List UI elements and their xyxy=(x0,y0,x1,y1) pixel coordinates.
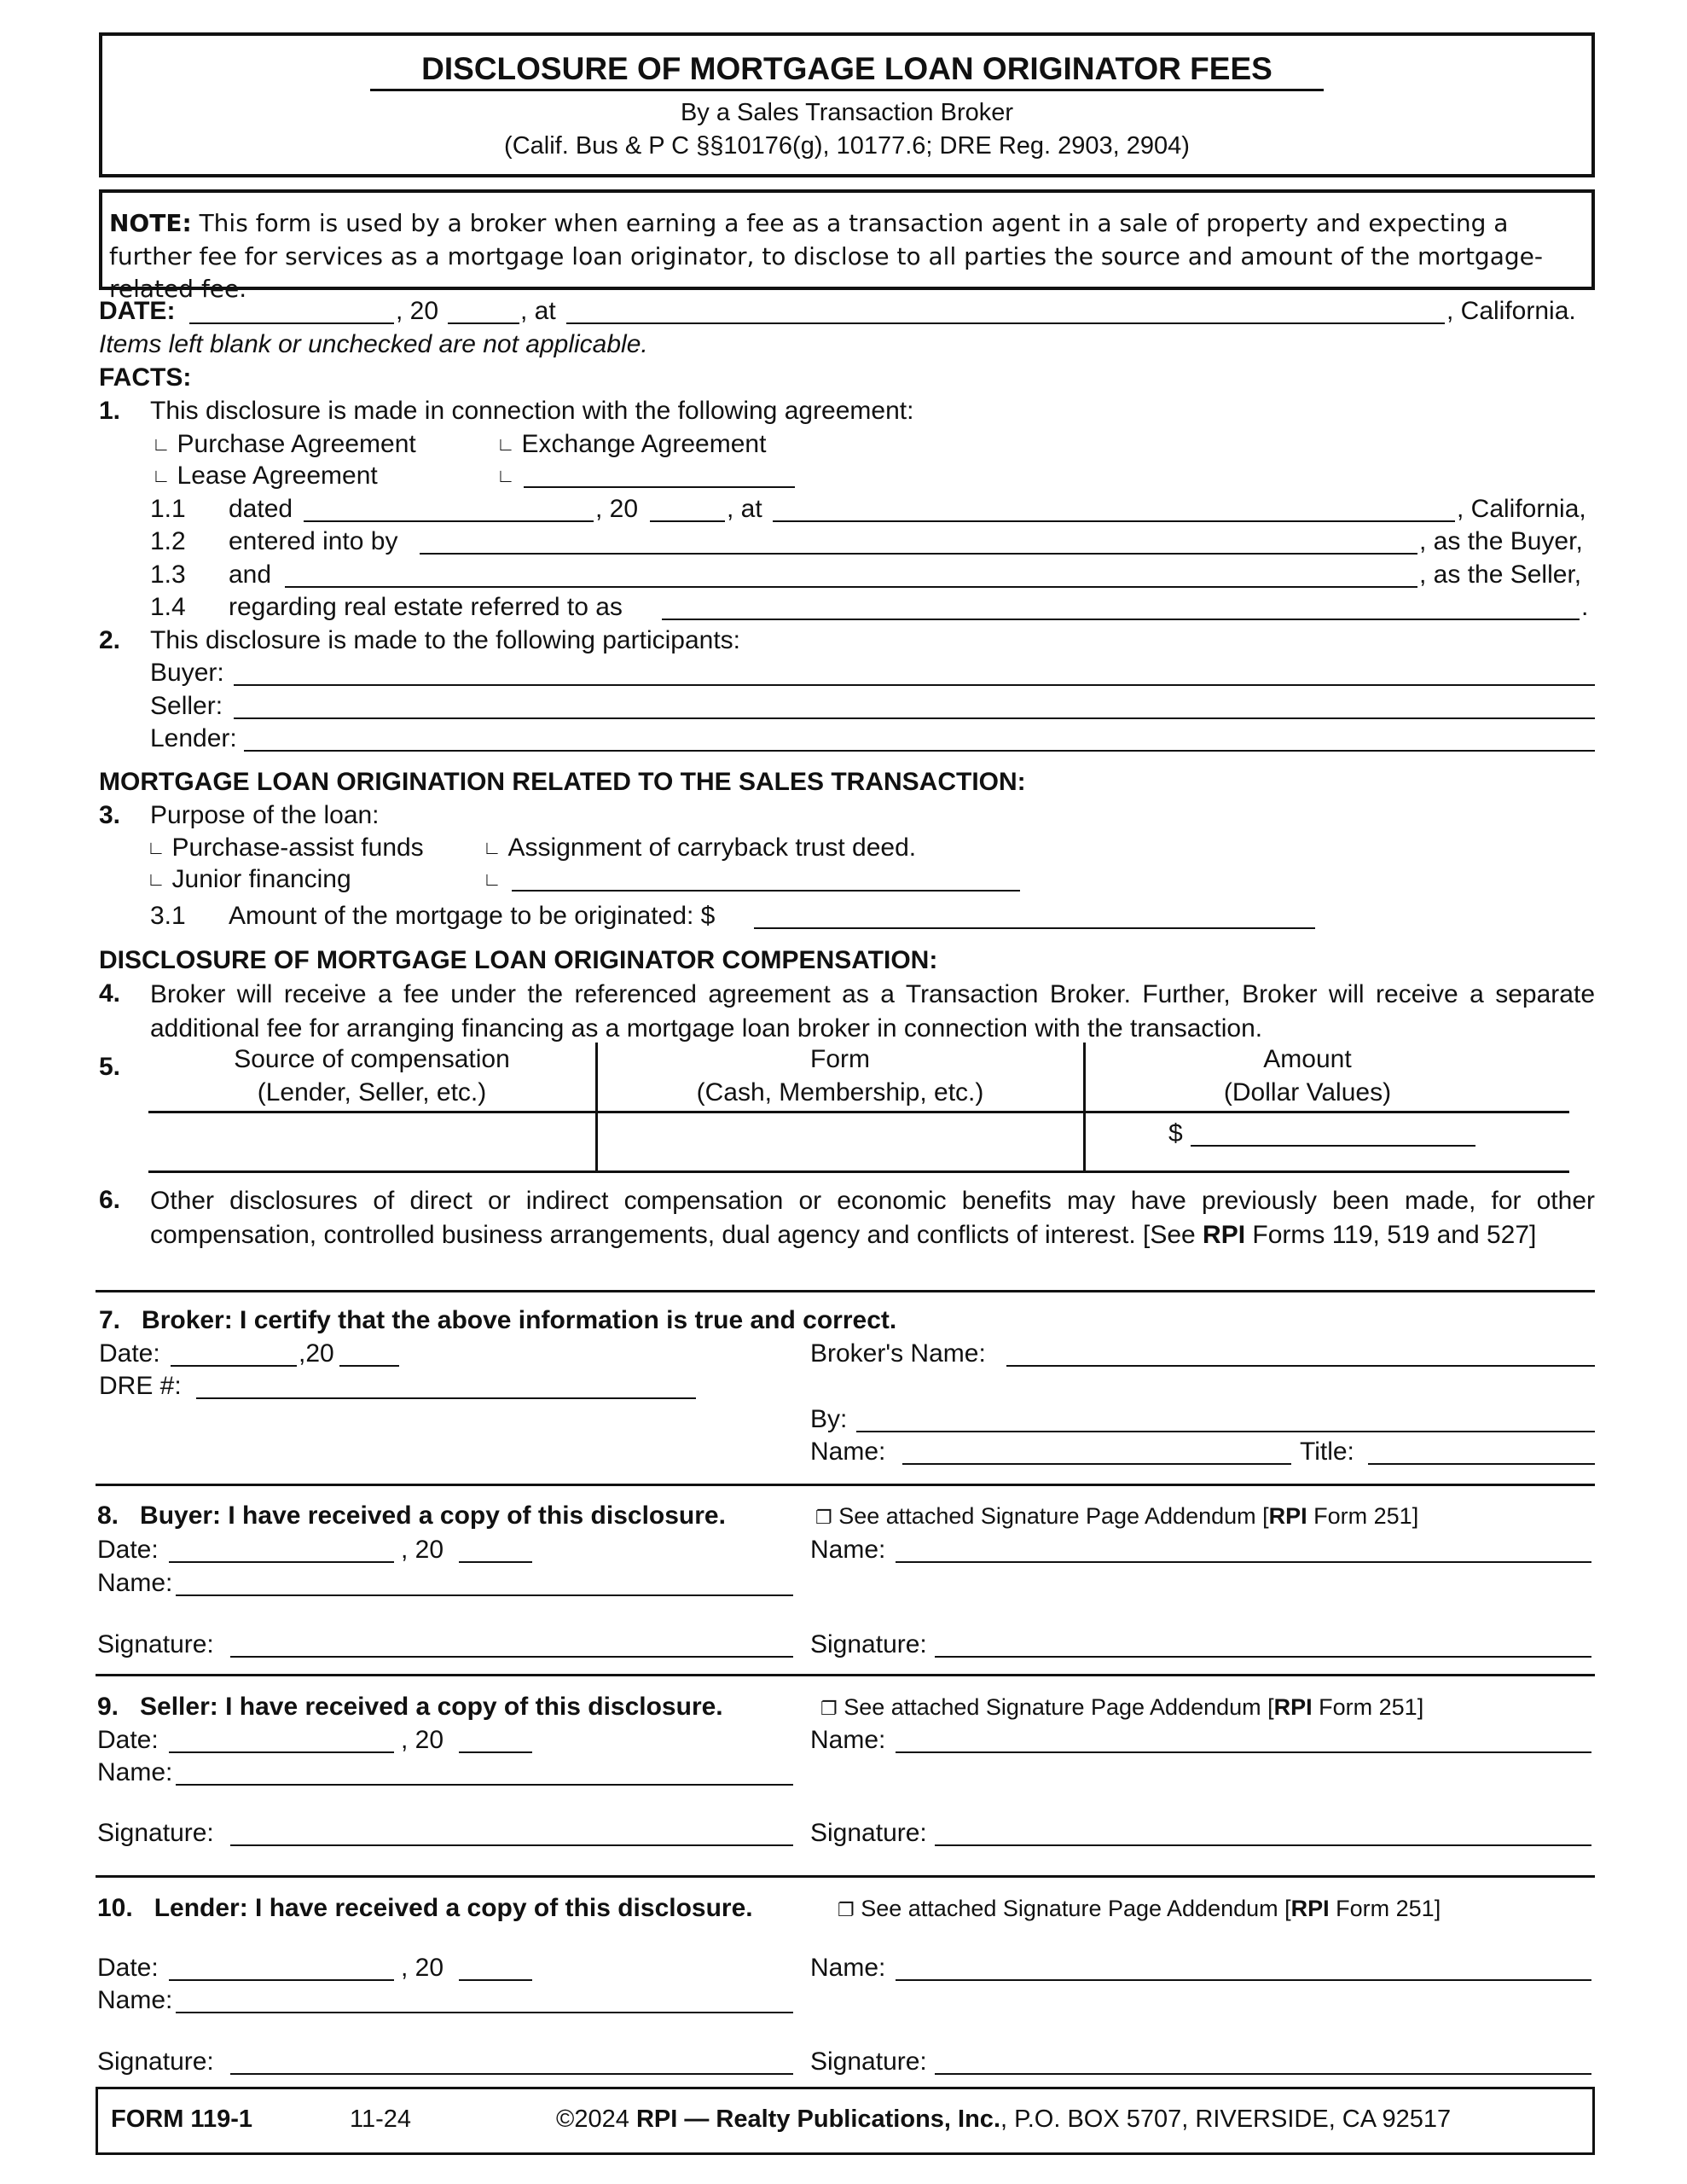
item5-num: 5. xyxy=(99,1053,121,1081)
lender-year-field[interactable] xyxy=(459,1979,532,1981)
dollar-sign: $ xyxy=(1168,1119,1183,1147)
agreement-location-field[interactable] xyxy=(773,520,1455,522)
buyer-name2-field[interactable] xyxy=(896,1561,1591,1563)
col-amount-head: Amount xyxy=(1263,1045,1352,1073)
col-amount-sub: (Dollar Values) xyxy=(1223,1078,1392,1107)
item1-4-end: . xyxy=(1581,593,1589,621)
blank-note: Items left blank or unchecked are not applicable. xyxy=(99,330,648,358)
lender-signature2-label: Signature: xyxy=(810,2048,927,2076)
broker-name-label: Name: xyxy=(810,1438,886,1466)
lender-signature-field[interactable] xyxy=(230,2073,793,2075)
lender-addendum-option[interactable]: ❐ See attached Signature Page Addendum [RPI Form 251] xyxy=(838,1896,1441,1921)
option-exchange-agreement[interactable]: ∟ Exchange Agreement xyxy=(496,430,767,458)
seller-signature-field[interactable] xyxy=(230,1844,793,1846)
seller-date-field[interactable] xyxy=(169,1751,394,1753)
seller-signature-label: Signature: xyxy=(97,1819,214,1847)
form-citation: (Calif. Bus & P C §§10176(g), 10177.6; DRE Reg. 2903, 2904) xyxy=(504,132,1190,160)
buyer-year-label: , 20 xyxy=(401,1536,444,1564)
item1-2-num: 1.2 xyxy=(150,527,186,555)
buyer-heading: 8. Buyer: I have received a copy of this disclosure. xyxy=(97,1502,726,1530)
seller-name-field[interactable] xyxy=(176,1784,793,1786)
lender-name-field[interactable] xyxy=(176,2012,793,2013)
participant-lender-label: Lender: xyxy=(150,724,237,752)
date-field[interactable] xyxy=(189,322,394,324)
seller-name2-field[interactable] xyxy=(896,1751,1591,1753)
item6-text: Other disclosures of direct or indirect compensation or economic benefits may have previously been made, for other compensation, controlled business arrangements, dual agency and conflicts of interest. [See RPI Forms 119, 519 and 527] xyxy=(150,1187,1595,1249)
seller-name-label: Name: xyxy=(97,1758,173,1786)
item3-text: Purpose of the loan: xyxy=(150,801,380,829)
property-field[interactable] xyxy=(662,619,1580,620)
date-year-label: , 20 xyxy=(396,297,439,325)
buyer-date-field[interactable] xyxy=(169,1561,394,1563)
mortgage-amount-field[interactable] xyxy=(754,927,1315,929)
checkbox-icon[interactable]: ∟ xyxy=(496,465,515,486)
option-purchase-assist[interactable]: ∟ Purchase-assist funds xyxy=(147,834,424,862)
section-rule-seller xyxy=(96,1674,1595,1676)
section-compensation-heading: DISCLOSURE OF MORTGAGE LOAN ORIGINATOR COMPENSATION: xyxy=(99,946,938,974)
seller-signature2-label: Signature: xyxy=(810,1819,927,1847)
option-purchase-agreement[interactable]: ∟ Purchase Agreement xyxy=(152,430,416,458)
brokers-name-label: Broker's Name: xyxy=(810,1339,986,1368)
participant-seller-label: Seller: xyxy=(150,692,223,720)
table-header-rule xyxy=(148,1111,1569,1113)
buyer-addendum-option[interactable]: ❐ See attached Signature Page Addendum [RPI Form 251] xyxy=(815,1503,1419,1529)
item1-4-label: regarding real estate referred to as xyxy=(229,593,623,621)
buyer-name-label: Name: xyxy=(97,1569,173,1597)
dre-field[interactable] xyxy=(196,1397,696,1399)
buyer-year-field[interactable] xyxy=(459,1561,532,1563)
participant-seller-field[interactable] xyxy=(234,717,1595,719)
item1-num: 1. xyxy=(99,397,121,425)
col-source-head: Source of compensation xyxy=(234,1045,510,1073)
seller-signature2-field[interactable] xyxy=(935,1844,1591,1846)
seller-heading: 9. Seller: I have received a copy of this disclosure. xyxy=(97,1693,723,1721)
checkbox-icon[interactable]: ❐ xyxy=(820,1698,838,1719)
seller-date-label: Date: xyxy=(97,1726,159,1754)
item1-1-end: , California, xyxy=(1457,495,1586,523)
lender-signature-label: Signature: xyxy=(97,2048,214,2076)
item3-num: 3. xyxy=(99,801,121,829)
lender-name-label: Name: xyxy=(97,1986,173,2014)
table-divider-1 xyxy=(595,1043,598,1172)
other-agreement-field[interactable] xyxy=(524,486,795,488)
col-form-sub: (Cash, Membership, etc.) xyxy=(696,1078,984,1107)
note-body: This form is used by a broker when earning a fee as a transaction agent in a sale of property and expecting a further fee for services as a mortgage loan originator, to disclose to all parties the source and amount of the mortgage-related fee. xyxy=(109,209,1543,304)
compensation-amount-field[interactable] xyxy=(1191,1145,1475,1147)
broker-title-label: Title: xyxy=(1300,1438,1354,1466)
seller-year-field[interactable] xyxy=(459,1751,532,1753)
brokers-name-field[interactable] xyxy=(1006,1365,1595,1367)
table-bottom-rule xyxy=(148,1170,1569,1173)
item1-4-num: 1.4 xyxy=(150,593,186,621)
footer-form-number: FORM 119-1 xyxy=(111,2106,252,2133)
broker-date-label: Date: xyxy=(99,1339,160,1368)
buyer-signature2-field[interactable] xyxy=(935,1656,1591,1658)
checkbox-icon[interactable]: ∟ xyxy=(152,433,171,455)
checkbox-icon[interactable]: ∟ xyxy=(496,433,515,455)
broker-heading: 7. Broker: I certify that the above information is true and correct. xyxy=(99,1306,897,1334)
participant-buyer-field[interactable] xyxy=(234,684,1595,686)
item1-3-num: 1.3 xyxy=(150,561,186,589)
seller-name2-label: Name: xyxy=(810,1726,886,1754)
item2-text: This disclosure is made to the following participants: xyxy=(150,626,740,654)
checkbox-icon[interactable]: ∟ xyxy=(483,837,501,858)
form-subtitle: By a Sales Transaction Broker xyxy=(680,99,1014,126)
broker-year-field[interactable] xyxy=(339,1365,399,1367)
option-other-purpose[interactable] xyxy=(483,867,508,892)
participant-buyer-label: Buyer: xyxy=(150,659,224,687)
note-label: NOTE: xyxy=(109,209,192,237)
option-lease-agreement[interactable]: ∟ Lease Agreement xyxy=(152,462,378,490)
other-purpose-field[interactable] xyxy=(512,890,1020,892)
broker-by-label: By: xyxy=(810,1405,848,1433)
checkbox-icon[interactable]: ∟ xyxy=(152,465,171,486)
rpi-label: RPI xyxy=(1203,1220,1246,1249)
item6-num: 6. xyxy=(99,1186,121,1214)
title-underline xyxy=(370,89,1324,91)
item1-2-label: entered into by xyxy=(229,527,398,555)
section-rule-broker xyxy=(96,1290,1595,1292)
date-end-label: , California. xyxy=(1446,297,1576,325)
section-rule-lender xyxy=(96,1875,1595,1878)
broker-signature-field[interactable] xyxy=(856,1431,1595,1432)
col-form-head: Form xyxy=(810,1045,870,1073)
item1-1-at: , at xyxy=(727,495,762,523)
footer-copyright: ©2024 RPI — Realty Publications, Inc., P.O. BOX 5707, RIVERSIDE, CA 92517 xyxy=(556,2106,1452,2133)
checkbox-icon[interactable]: ❐ xyxy=(815,1507,832,1528)
buyer-signature-label: Signature: xyxy=(97,1630,214,1658)
checkbox-icon[interactable]: ∟ xyxy=(147,837,165,858)
item4-text: Broker will receive a fee under the referenced agreement as a Transaction Broker. Further, Broker will receive a separate additional fee for arranging financing as a mortgage loan broker in connection with the transaction. xyxy=(150,980,1595,1043)
footer-revision: 11-24 xyxy=(350,2106,412,2133)
section-origination-heading: MORTGAGE LOAN ORIGINATION RELATED TO THE SALES TRANSACTION: xyxy=(99,768,1026,796)
form-title: DISCLOSURE OF MORTGAGE LOAN ORIGINATOR FEES xyxy=(421,51,1272,86)
seller-year-label: , 20 xyxy=(401,1726,444,1754)
item1-3-label: and xyxy=(229,561,272,589)
buyer-name2-label: Name: xyxy=(810,1536,886,1564)
lender-heading: 10. Lender: I have received a copy of this disclosure. xyxy=(97,1894,753,1922)
lender-year-label: , 20 xyxy=(401,1954,444,1982)
item4-num: 4. xyxy=(99,979,121,1008)
participant-lender-field[interactable] xyxy=(244,750,1595,752)
seller-addendum-option[interactable]: ❐ See attached Signature Page Addendum [RPI Form 251] xyxy=(820,1694,1424,1720)
dre-label: DRE #: xyxy=(99,1372,182,1400)
facts-heading: FACTS: xyxy=(99,363,192,392)
broker-agent-name-field[interactable] xyxy=(902,1463,1291,1465)
buyer-signature-field[interactable] xyxy=(230,1656,793,1658)
seller-party-field[interactable] xyxy=(285,586,1417,588)
item1-3-end: , as the Seller, xyxy=(1419,561,1582,589)
checkbox-icon[interactable]: ∟ xyxy=(483,868,501,890)
lender-date-field[interactable] xyxy=(169,1979,394,1981)
date-at-label: , at xyxy=(520,297,556,325)
item1-text: This disclosure is made in connection with the following agreement: xyxy=(150,397,914,425)
buyer-party-field[interactable] xyxy=(420,553,1417,555)
lender-name2-label: Name: xyxy=(810,1954,886,1982)
buyer-name-field[interactable] xyxy=(176,1594,793,1596)
agreement-year-field[interactable] xyxy=(650,520,725,522)
table-divider-2 xyxy=(1083,1043,1086,1172)
item3-1-text: Amount of the mortgage to be originated: $ xyxy=(229,902,716,930)
checkbox-icon[interactable]: ❐ xyxy=(838,1899,855,1920)
date-location-field[interactable] xyxy=(566,322,1445,324)
broker-year-label: ,20 xyxy=(299,1339,334,1368)
option-assignment-carryback[interactable]: ∟ Assignment of carryback trust deed. xyxy=(483,834,917,862)
buyer-date-label: Date: xyxy=(97,1536,159,1564)
col-source-sub: (Lender, Seller, etc.) xyxy=(257,1078,487,1107)
note-text xyxy=(109,207,1591,306)
item1-1-label: dated xyxy=(229,495,293,523)
section-rule-buyer xyxy=(96,1484,1595,1486)
broker-title-field[interactable] xyxy=(1368,1463,1595,1465)
item2-num: 2. xyxy=(99,626,121,654)
item1-2-end: , as the Buyer, xyxy=(1419,527,1583,555)
lender-name2-field[interactable] xyxy=(896,1979,1591,1981)
broker-date-field[interactable] xyxy=(171,1365,297,1367)
buyer-signature2-label: Signature: xyxy=(810,1630,927,1658)
item1-1-year: , 20 xyxy=(595,495,639,523)
agreement-date-field[interactable] xyxy=(304,520,594,522)
lender-signature2-field[interactable] xyxy=(935,2073,1591,2075)
date-label: DATE: xyxy=(99,297,176,325)
item1-1-num: 1.1 xyxy=(150,495,186,523)
option-other-agreement[interactable] xyxy=(496,463,522,489)
date-year-field[interactable] xyxy=(448,322,519,324)
lender-date-label: Date: xyxy=(97,1954,159,1982)
item3-1-num: 3.1 xyxy=(150,902,186,930)
checkbox-icon[interactable]: ∟ xyxy=(147,868,165,890)
option-junior-financing[interactable]: ∟ Junior financing xyxy=(147,865,351,893)
